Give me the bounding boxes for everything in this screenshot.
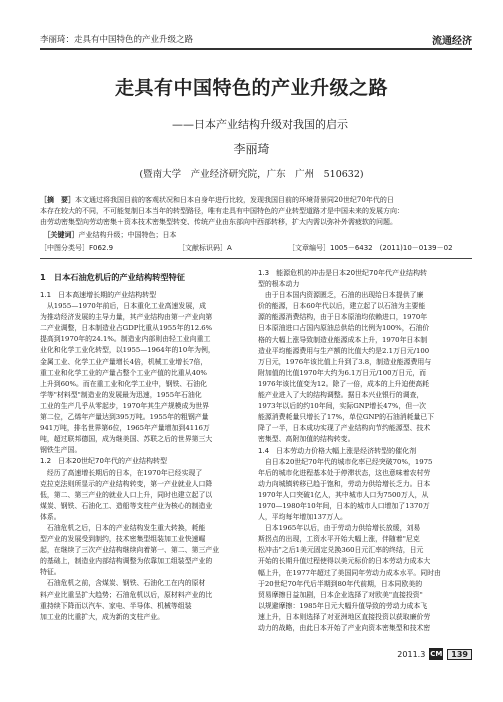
- body-text-line: 吨，超过联邦德国，成为继美国、苏联之后的世界第三大: [40, 435, 213, 444]
- body-text-line: 为推动经济发展的主导力量，其产业结构由第一产业向第: [40, 313, 213, 322]
- body-text-line: 斯拐点的出现，工资水平开始大幅上涨，伴随着"尼克: [258, 535, 420, 544]
- clc-number: ［中图分类号］F062.9: [40, 244, 114, 252]
- header-article-title: 李丽琦：走具有中国特色的产业升级之路: [40, 35, 194, 45]
- body-text-line: 工业的生产几乎从零起步，1970年其生产规模成为世界: [40, 401, 210, 410]
- body-text-line: 日本1965年以后，由于劳动力供给增长放缓，刘易: [258, 524, 421, 533]
- body-text-line: 提高到1970年的24.1%。制造业内部则由轻工业向重工: [40, 335, 211, 344]
- abstract-text: 本文通过将我国目前的客观状况和日本自身年进行比较，发现我国目前的环境背景同20世纪70年代的日: [75, 196, 394, 204]
- body-text-line: 从1955—1970年前后，日本重化工业高速发展，成: [40, 302, 206, 311]
- keywords-line: [40, 229, 472, 241]
- body-text-line: 由于日本国内资源匮乏，石油的出现给日本提供了廉: [258, 291, 424, 300]
- body-text-line: 幅上升，在1977年超过了美国同年劳动力成本水平。同时由: [258, 568, 441, 577]
- left-column: [40, 268, 248, 623]
- body-text-line: 料产业比重呈扩大趋势；石油危机以后，原材料产业的比: [40, 590, 213, 599]
- body-text-line: 学等"材料型"制造业的发展最为迅速，1955年石油化: [40, 390, 202, 399]
- divider: [40, 258, 472, 259]
- body-text-line: 1973年以后的约10年间，实际GNP增长47%，但一次: [258, 402, 427, 411]
- page-number: 139: [447, 649, 472, 660]
- right-column: [258, 268, 466, 634]
- abstract-line: 本存在较大的不同，不可能复制日本当年的转型路径，唯有走具有中国特色的产业转型道路才是中国未来的发展方向：: [40, 207, 404, 216]
- body-text-line: 941万吨，排名世界第6位，1965年产量增加到4116万: [40, 424, 210, 433]
- subsection-heading: 1.4 日本劳动力价格大幅上涨是经济转型的催化剂: [258, 446, 417, 455]
- document-code: ［文献标识码］A: [178, 244, 232, 252]
- body-text-line: 起，在继续了三次产业结构继续向着第一、第二、第三产业: [40, 546, 220, 555]
- body-text-line: 格的大幅上涨导致制造业能源成本上升，1970年日本制: [258, 335, 428, 344]
- body-text-line: 速上升，日本则选择了对亚洲地区直接投资以获取廉价劳: [258, 612, 431, 621]
- body-text-line: 于20世纪70年代后半期到80年代前期，日本同欧美的: [258, 579, 423, 588]
- keywords-label: ［关键词］: [47, 229, 79, 239]
- body-text-line: 重工业和化学工业的产量占整个工业产值的比重从40%: [40, 368, 207, 377]
- abstract-label: ［摘 要］: [40, 195, 75, 204]
- body-text-line: 附加值的比值1970年大约为6.1万日元/100万日元，而: [258, 368, 426, 377]
- body-text-line: 经历了高速增长期后的日本，在1970年已经实现了: [40, 468, 203, 477]
- abstract-line: 由劳动密集型向劳动密集＋资本技术密集型转变、传统产业由东部向中西部转移，扩大内需以弥补外需疲软的问题。: [40, 218, 397, 227]
- body-text-line: 石油危机之前，含煤炭、钢铁、石油化工在内的原材: [40, 579, 206, 588]
- keywords: 产业结构升级；中国特色；日本: [78, 230, 177, 239]
- body-text-line: 1970年人口突破1亿人，其中城市人口为7500万人，从: [258, 490, 429, 499]
- body-text-line: 型的根本动力: [258, 280, 300, 289]
- body-text-line: 业化和化学工业化转型，以1955—1964年的10年为例，: [40, 346, 215, 355]
- issue-number: 2011.3: [397, 649, 426, 659]
- body-text-line: 能源消费耗量只增长了17%，单位GNP的石油消耗量已下: [258, 413, 435, 422]
- body-text-line: 开始的长期升值过程使得以美元标价的日本劳动力成本大: [258, 557, 431, 566]
- body-text-line: 动力向城镇转移已趋于饱和，劳动力供给增长乏力。日本: [258, 479, 431, 488]
- subsection-heading: 1.2 日本20世纪70年代的产业结构转型: [40, 457, 167, 466]
- body-text-line: 1970—1980年10年间，日本的城市人口增加了1370万: [258, 501, 430, 510]
- body-text-line: 自日本20世纪70年代的城市化率已经突破70%，1975: [258, 457, 433, 466]
- subsection-heading: 1.1 日本高速增长期的产业结构转型: [40, 291, 157, 299]
- subsection-heading: 1.3 能源危机的冲击是日本20世纪70年代产业结构转: [258, 269, 427, 277]
- body-text-line: 动力的战略，由此日本开始了产业向资本密集型和技术密: [258, 624, 431, 632]
- body-text-line: 降了一半，日本成功实现了产业结构向节约能源型、技术: [258, 424, 431, 433]
- body-text-line: 第二位，乙烯年产量达到395万吨。1955年的粗钢产量: [40, 413, 209, 422]
- body-text-line: 重持续下降而以汽车、家电、半导体、机械等组装: [40, 601, 192, 610]
- body-text-line: 密集型、高附加值的结构转变。: [258, 435, 355, 444]
- journal-logo: CM: [430, 650, 443, 658]
- article-number: ［文章编号］1005－6432 (2011)10－0139－02: [288, 244, 453, 252]
- body-text-line: 上升到60%。而在重工业和化学工业中，钢铁、石油化: [40, 379, 207, 388]
- body-text-line: 二产业调整，日本制造业占GDP比重从1955年的12.6%: [40, 324, 213, 333]
- body-text-line: 体系。: [40, 512, 61, 521]
- body-text-line: 石油危机之后，日本的产业结构发生重大转换，耗能: [40, 523, 206, 532]
- article-title: 走具有中国特色的产业升级之路: [114, 77, 388, 99]
- body-text-line: 年后的城市化进程基本处于停滞状态，这也意味着农村劳: [258, 468, 431, 477]
- author-affiliation: (暨南大学 产业经济研究院，广东 广州 510632): [139, 169, 364, 180]
- running-header: [40, 30, 472, 50]
- body-text-line: 松冲击"之后1美元固定兑换360日元汇率的终结，日元: [258, 546, 424, 555]
- body-text-line: 贸易摩擦日益加剧，日本企业选择了对欧美"直接投资": [258, 590, 423, 599]
- abstract-line: [40, 194, 472, 206]
- body-text-line: 1976年该比值变为12。除了一倍，成本的上升迫使高耗: [258, 379, 430, 388]
- body-text-line: 加工业的比重扩大，成为新的支柱产业。: [40, 612, 165, 621]
- body-text-line: 特征。: [40, 568, 61, 577]
- body-text-line: 克拉克法则所显示的产业结构转变，第一产业就业人口降: [40, 479, 213, 488]
- section-heading: 1 日本石油危机后的产业结构转型特征: [40, 272, 185, 282]
- page-footer: [397, 648, 472, 660]
- body-text-line: 造业平均能源费用与生产额的比值大约是2.1万日元/100: [258, 346, 430, 355]
- body-text-line: 能产业进入了大的结构调整。据日本兴业银行的调查，: [258, 391, 424, 400]
- body-text-line: 金属工业、化学工业产量增长4倍，机械工业增长7倍，: [40, 357, 208, 366]
- body-text-line: 日本原油进口占国内原油总供给的比例为100%，石油价: [258, 324, 430, 333]
- body-text-line: 万日元，1976年该比值上升到了3.8，制造业能源费用与: [258, 357, 432, 366]
- body-text-line: 钢铁生产国。: [40, 446, 82, 455]
- body-text-line: 人，平均每年增加137万人。: [258, 513, 347, 522]
- body-text-line: 低，第二、第三产业的就业人口上升，同时也建立起了以: [40, 490, 213, 499]
- body-text-line: 的基础上，制造业内部结构调整为依靠加工组装型产业的: [40, 557, 213, 566]
- body-text-line: 煤炭、钢铁、石油化工、造船等支柱产业为核心的制造业: [40, 501, 213, 510]
- author-name: 李丽琦: [233, 142, 270, 156]
- body-text-line: 源的能源消费结构，由于日本原油均依赖进口，1970年: [258, 313, 428, 322]
- abstract-block: [40, 194, 472, 241]
- body-text-line: 以规避摩擦：1985年日元大幅升值导致的劳动力成本飞: [258, 601, 428, 610]
- body-text-line: 价的能源，日本60年代以后，建立起了以石油为主要能: [258, 302, 426, 311]
- body-text-line: 型产业的发展受到制约，技术密集型组装加工业快速崛: [40, 535, 206, 544]
- header-section: 流通经济: [432, 36, 472, 47]
- article-subtitle: ——日本产业结构升级对我国的启示: [172, 118, 348, 131]
